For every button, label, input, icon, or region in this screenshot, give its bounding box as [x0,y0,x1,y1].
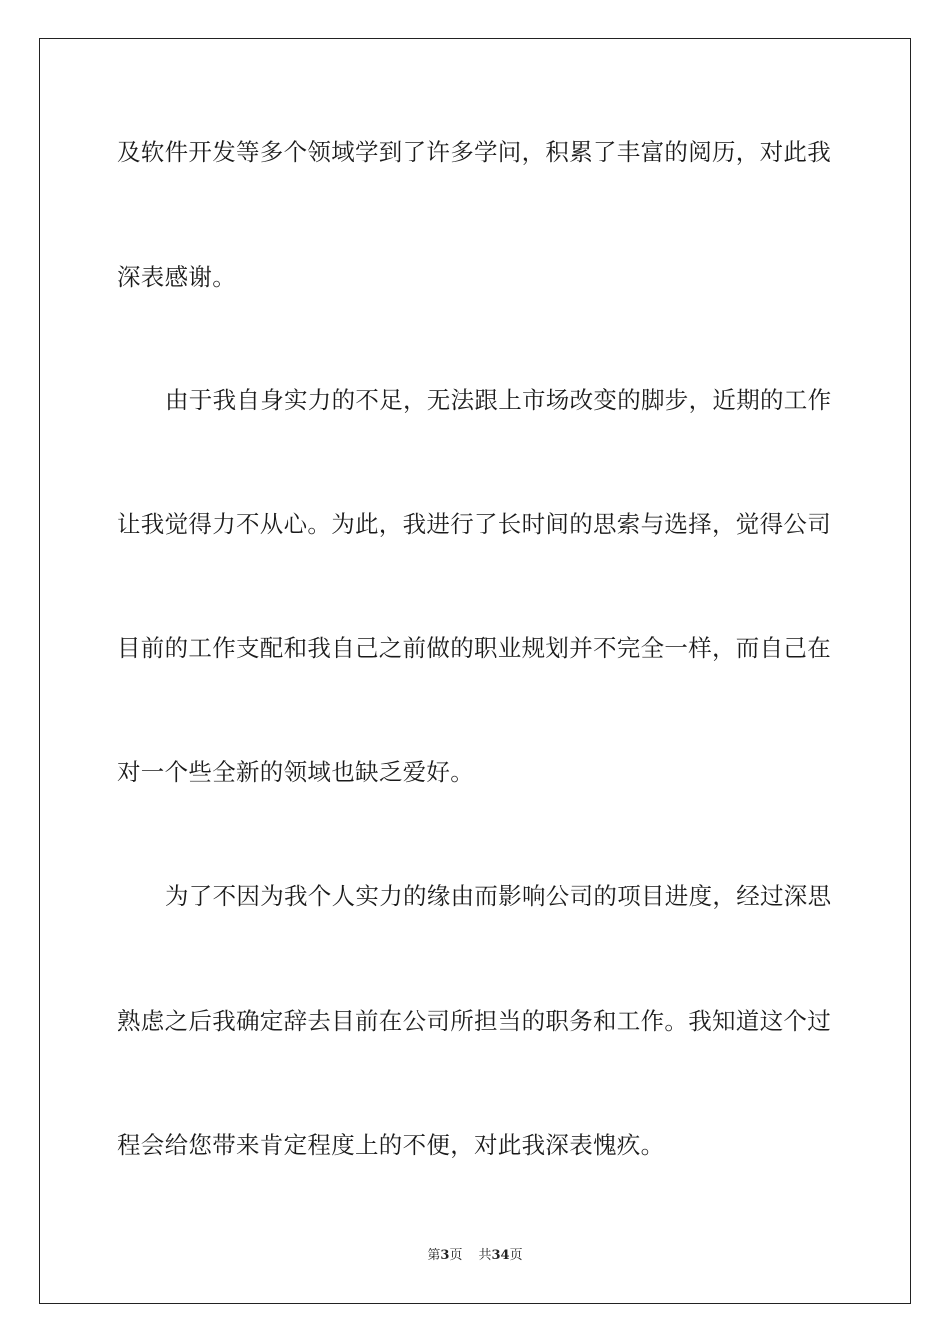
text-line-2: 深表感谢。 [117,263,236,291]
footer-page-prefix: 第 [427,1248,441,1263]
text-line-9: 程会给您带来肯定程度上的不便，对此我深表愧疚。 [117,1131,665,1159]
footer-page-number: 3 [440,1248,450,1263]
text-line-1: 及软件开发等多个领域学到了许多学问，积累了丰富的阅历，对此我 [117,138,831,166]
text-line-5: 目前的工作支配和我自己之前做的职业规划并不完全一样，而自己在 [117,634,831,662]
footer-total-suffix: 页 [509,1248,523,1263]
text-line-7: 为了不因为我个人实力的缘由而影响公司的项目进度，经过深思 [165,882,832,910]
text-line-8: 熟虑之后我确定辞去目前在公司所担当的职务和工作。我知道这个过 [117,1007,831,1035]
text-line-4: 让我觉得力不从心。为此，我进行了长时间的思索与选择，觉得公司 [117,510,831,538]
page-frame [39,38,911,1304]
text-line-3: 由于我自身实力的不足，无法跟上市场改变的脚步，近期的工作 [165,386,832,414]
footer-total-pages: 34 [491,1248,510,1263]
footer-total-prefix: 共 [478,1248,492,1263]
page-footer [0,1247,950,1265]
text-line-6: 对一个些全新的领域也缺乏爱好。 [117,758,474,786]
footer-page-suffix: 页 [449,1248,463,1263]
